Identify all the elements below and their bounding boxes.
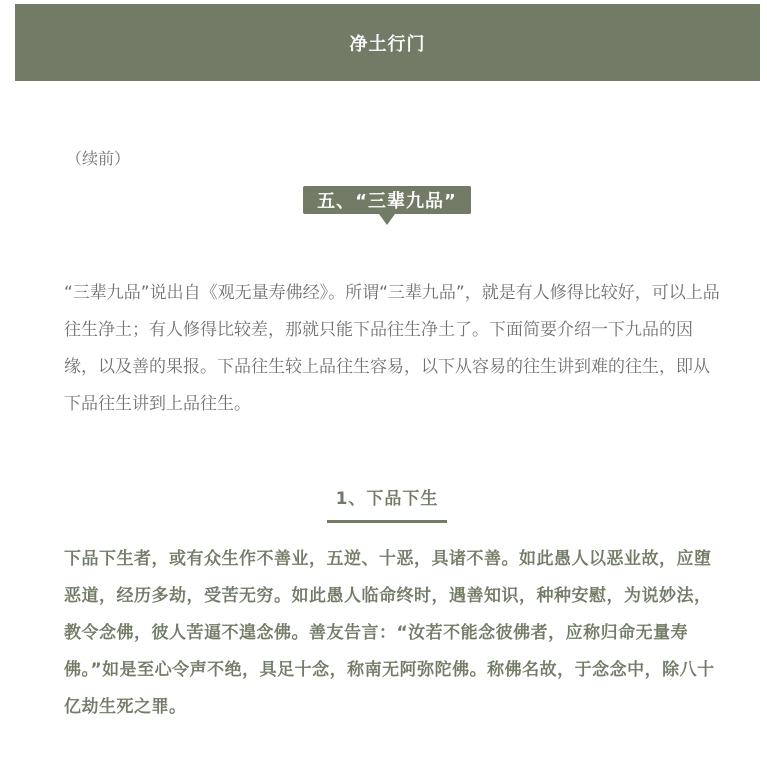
section-title-badge xyxy=(303,186,471,228)
header-banner xyxy=(15,4,760,81)
section-title-pointer xyxy=(379,214,395,225)
subsection-heading xyxy=(326,486,448,523)
section-title-box xyxy=(303,186,471,214)
intro-paragraph: “三辈九品”说出自《观无量寿佛经》。所谓“三辈九品”，就是有人修得比较好，可以上品往生净土；有人修得比较差，那就只能下品往生净土了。下面简要介绍一下九品的因缘，以及善的果报。下品往生较上品往生容易，以下从容易的往生讲到难的往生，即从下品往生讲到上品往生。 xyxy=(64,283,720,414)
subsection-paragraph: 下品下生者，或有众生作不善业，五逆、十恶，具诸不善。如此愚人以恶业故，应堕恶道，经历多劫，受苦无穷。如此愚人临命终时，遇善知识，种种安慰，为说妙法，教令念佛，彼人苦逼不遑念佛。善友告言：“汝若不能念彼佛者，应称归命无量寿佛。”如是至心令声不绝，具足十念，称南无阿弥陀佛。称佛名故，于念念中，除八十亿劫生死之罪。 xyxy=(64,549,715,717)
subsection-underline xyxy=(327,520,447,523)
continued-label: （续前） xyxy=(66,149,131,168)
subsection-title: 1、下品下生 xyxy=(335,489,439,509)
page-title: 净土行门 xyxy=(349,33,426,55)
section-title: 五、“三辈九品” xyxy=(317,191,457,212)
